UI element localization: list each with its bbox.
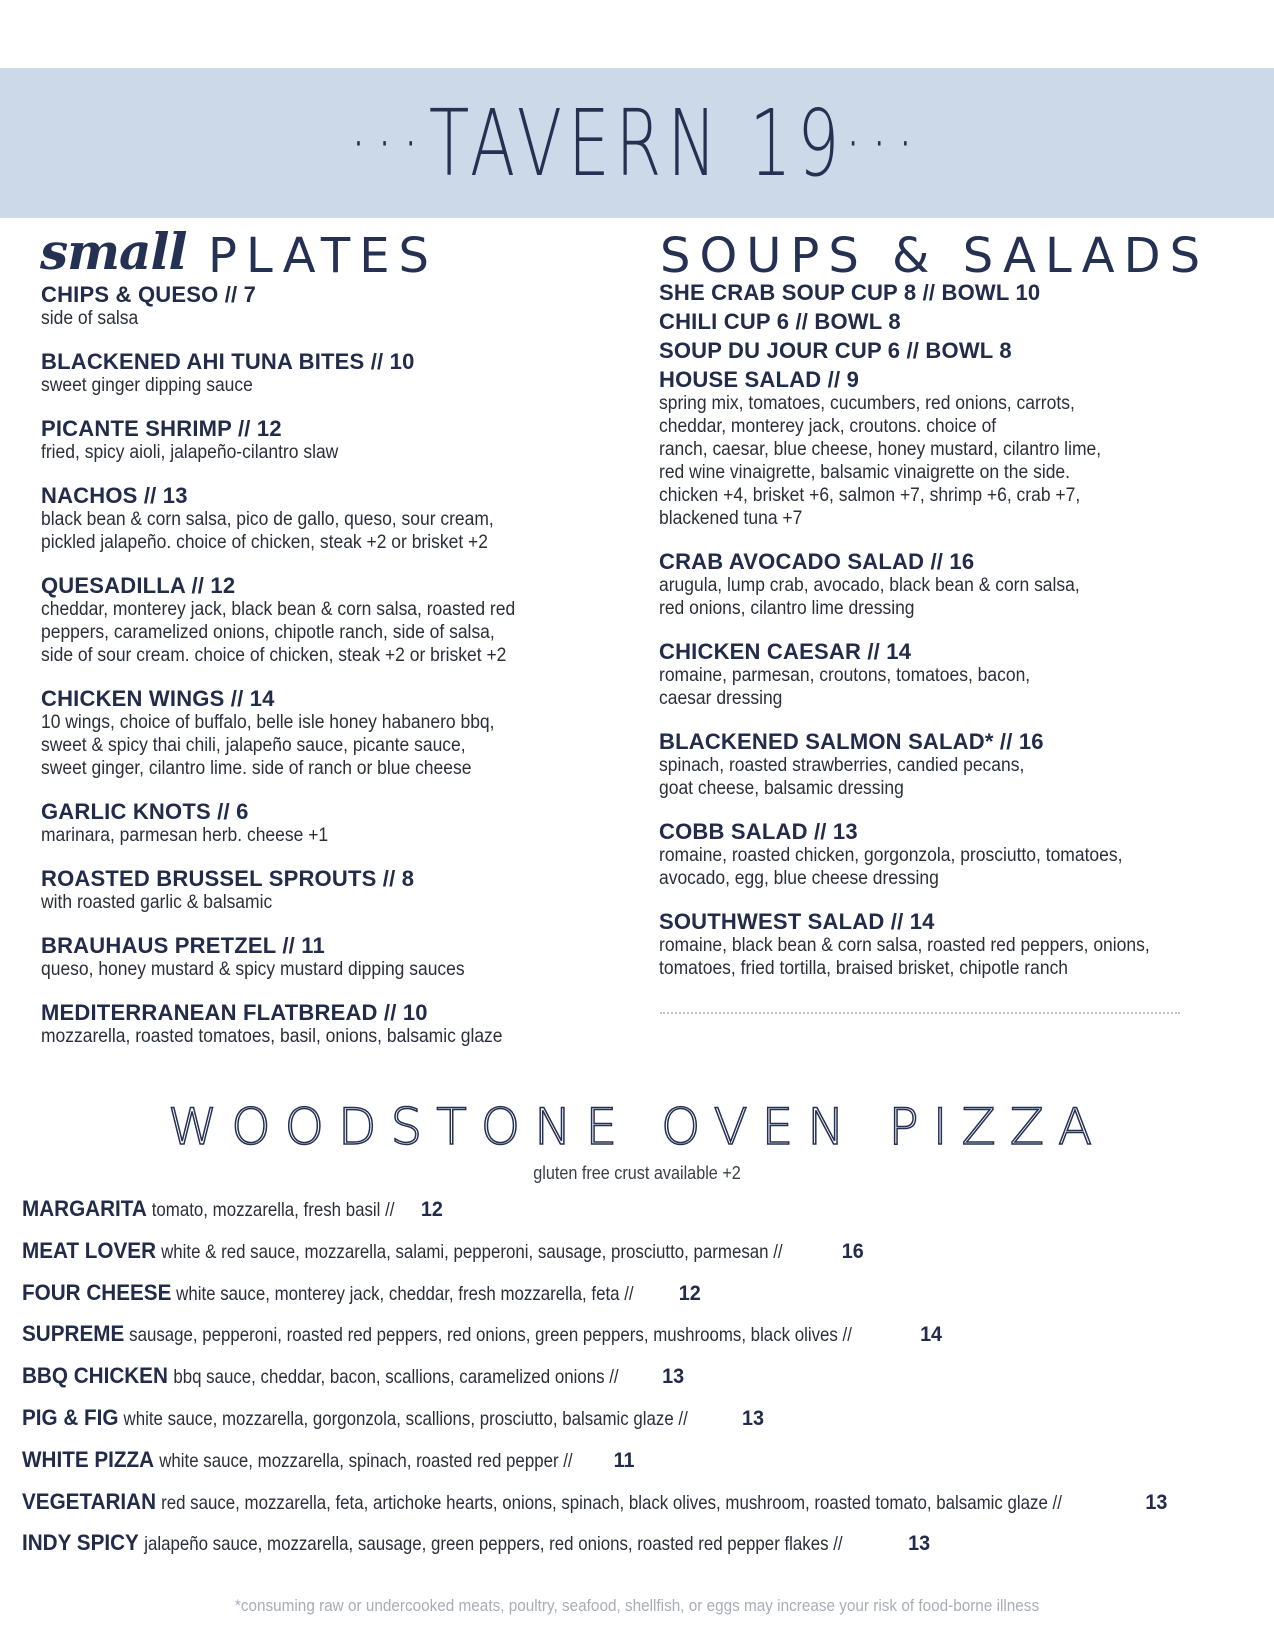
pizza-description: white sauce, mozzarella, spinach, roasted red pepper //: [159, 1449, 573, 1472]
pizza-description: sausage, pepperoni, roasted red peppers, red onions, green peppers, mushrooms, black olives //: [129, 1324, 853, 1347]
item-description: sweet ginger, cilantro lime. side of ranch or blue cheese: [41, 758, 472, 779]
menu-item: [659, 909, 1219, 980]
pizza-item: [22, 1528, 1262, 1570]
item-name: CRAB AVOCADO SALAD // 16: [659, 549, 975, 574]
pizza-item: [22, 1445, 1262, 1487]
item-name: MEDITERRANEAN FLATBREAD // 10: [41, 1000, 428, 1025]
pizza-name: PIG & FIG: [22, 1404, 119, 1430]
item-description: chicken +4, brisket +6, salmon +7, shrimp +6, crab +7,: [659, 485, 1081, 506]
menu-item: [41, 483, 601, 554]
menu-item: [41, 573, 601, 667]
menu-item: [659, 729, 1219, 800]
item-description: side of salsa: [41, 308, 139, 329]
gluten-free-note: gluten free crust available +2: [533, 1163, 741, 1183]
pizza-description: jalapeño sauce, mozzarella, sausage, green peppers, red onions, roasted red pepper flakes //: [143, 1533, 843, 1556]
pizza-name: INDY SPICY: [22, 1530, 139, 1556]
item-description: sweet & spicy thai chili, jalapeño sauce, picante sauce,: [41, 735, 466, 756]
pizza-price: 12: [678, 1281, 701, 1305]
menu-item: [41, 866, 601, 914]
item-description: avocado, egg, blue cheese dressing: [659, 868, 939, 889]
pizza-line: [22, 1445, 635, 1476]
pizza-description: tomato, mozzarella, fresh basil //: [151, 1199, 395, 1221]
item-name: CHICKEN WINGS // 14: [41, 686, 275, 711]
item-description: ranch, caesar, blue cheese, honey mustard, cilantro lime,: [659, 439, 1102, 460]
item-description: 10 wings, choice of buffalo, belle isle honey habanero bbq,: [41, 712, 495, 733]
pizza-line: [22, 1319, 942, 1350]
pizza-list: [22, 1194, 1262, 1570]
small-plates-list: [41, 282, 601, 1067]
pizza-item: [22, 1278, 1262, 1320]
pizza-name: FOUR CHEESE: [22, 1279, 172, 1305]
pizza-section-title: [0, 1098, 1274, 1156]
title-dots-right: ···: [845, 102, 924, 184]
menu-item: [659, 549, 1219, 620]
item-description: red wine vinaigrette, balsamic vinaigrette on the side.: [659, 462, 1071, 483]
pizza-description: white & red sauce, mozzarella, salami, pepperoni, sausage, prosciutto, parmesan //: [161, 1240, 783, 1263]
item-description: spring mix, tomatoes, cucumbers, red onions, carrots,: [659, 393, 1075, 414]
pizza-name: MARGARITA: [22, 1196, 147, 1221]
item-name: COBB SALAD // 13: [659, 819, 858, 844]
pizza-price: 16: [841, 1239, 864, 1263]
pizza-description: white sauce, monterey jack, cheddar, fresh mozzarella, feta //: [176, 1282, 634, 1305]
pizza-name: BBQ CHICKEN: [22, 1363, 168, 1389]
pizza-price: 13: [742, 1406, 765, 1430]
pizza-description: white sauce, mozzarella, gorgonzola, scallions, prosciutto, balsamic glaze //: [123, 1407, 688, 1430]
pizza-price: 12: [420, 1198, 443, 1221]
pizza-line: [22, 1236, 864, 1267]
item-name: ROASTED BRUSSEL SPROUTS // 8: [41, 866, 415, 891]
item-description: romaine, parmesan, croutons, tomatoes, bacon,: [659, 665, 1031, 686]
pizza-name: WHITE PIZZA: [22, 1446, 155, 1472]
pizza-price: 13: [908, 1532, 931, 1556]
item-name: CHIPS & QUESO // 7: [41, 282, 257, 307]
soup-name: SHE CRAB SOUP CUP 8 // BOWL 10: [659, 280, 1041, 305]
item-description: red onions, cilantro lime dressing: [659, 598, 915, 619]
item-description: peppers, caramelized onions, chipotle ranch, side of salsa,: [41, 622, 495, 643]
item-name: HOUSE SALAD // 9: [659, 367, 860, 392]
pizza-item: [22, 1403, 1262, 1445]
pizza-line: [22, 1528, 930, 1559]
pizza-item: [22, 1236, 1262, 1278]
section-divider: [660, 1012, 1180, 1014]
item-description: cheddar, monterey jack, croutons. choice of: [659, 416, 997, 437]
item-name: PICANTE SHRIMP // 12: [41, 416, 282, 441]
item-description: romaine, black bean & corn salsa, roasted red peppers, onions,: [659, 935, 1150, 956]
pizza-title-text: WOODSTONE OVEN PIZZA: [167, 1098, 1107, 1156]
pizza-price: 13: [662, 1365, 685, 1389]
item-description: goat cheese, balsamic dressing: [659, 778, 904, 799]
pizza-item: [22, 1361, 1262, 1403]
item-description: black bean & corn salsa, pico de gallo, queso, sour cream,: [41, 509, 494, 530]
pizza-line: [22, 1194, 443, 1225]
menu-item: [41, 282, 601, 330]
pizza-description: red sauce, mozzarella, feta, artichoke hearts, onions, spinach, black olives, mushroom, roasted tomato, balsamic glaze //: [161, 1491, 1062, 1514]
menu-item: [659, 367, 1219, 530]
item-name: CHICKEN CAESAR // 14: [659, 639, 912, 664]
pizza-line: [22, 1278, 701, 1309]
soup-item: [659, 338, 1219, 363]
pizza-name: MEAT LOVER: [22, 1237, 157, 1263]
soup-name: SOUP DU JOUR CUP 6 // BOWL 8: [659, 338, 1012, 363]
item-description: arugula, lump crab, avocado, black bean & corn salsa,: [659, 575, 1080, 596]
pizza-name: VEGETARIAN: [22, 1488, 157, 1514]
pizza-description: bbq sauce, cheddar, bacon, scallions, caramelized onions //: [173, 1366, 619, 1389]
item-description: mozzarella, roasted tomatoes, basil, onions, balsamic glaze: [41, 1026, 503, 1047]
menu-item: [41, 349, 601, 397]
item-name: GARLIC KNOTS // 6: [41, 799, 249, 824]
menu-item: [659, 639, 1219, 710]
menu-item: [41, 686, 601, 780]
pizza-item: [22, 1319, 1262, 1361]
food-safety-disclaimer: *consuming raw or undercooked meats, poultry, seafood, shellfish, or eggs may increase your risk of food-borne illness: [234, 1596, 1040, 1615]
pizza-line: [22, 1361, 684, 1392]
menu-item: [41, 1000, 601, 1048]
small-plates-title: PLATES: [208, 228, 439, 284]
pizza-item: [22, 1194, 1262, 1236]
title-text: TAVERN 19: [428, 89, 846, 197]
item-description: sweet ginger dipping sauce: [41, 375, 253, 396]
pizza-item: [22, 1487, 1262, 1529]
small-plates-script-title: small: [40, 222, 187, 281]
menu-item: [41, 416, 601, 464]
item-description: pickled jalapeño. choice of chicken, steak +2 or brisket +2: [41, 532, 488, 553]
item-name: NACHOS // 13: [41, 483, 188, 508]
item-name: BRAUHAUS PRETZEL // 11: [41, 933, 325, 958]
pizza-price: 14: [920, 1323, 943, 1347]
item-description: romaine, roasted chicken, gorgonzola, prosciutto, tomatoes,: [659, 845, 1123, 866]
item-description: blackened tuna +7: [659, 508, 803, 529]
item-description: queso, honey mustard & spicy mustard dipping sauces: [41, 959, 465, 980]
pizza-name: SUPREME: [22, 1321, 125, 1347]
item-description: side of sour cream. choice of chicken, steak +2 or brisket +2: [41, 645, 507, 666]
pizza-price: 11: [613, 1448, 635, 1472]
soup-item: [659, 309, 1219, 334]
restaurant-title: [178, 68, 1095, 218]
item-description: marinara, parmesan herb. cheese +1: [41, 825, 329, 846]
item-description: caesar dressing: [659, 688, 783, 709]
soup-item: [659, 280, 1219, 305]
title-dots-left: ···: [350, 102, 429, 184]
item-description: with roasted garlic & balsamic: [41, 892, 273, 913]
pizza-line: [22, 1487, 1167, 1518]
item-description: cheddar, monterey jack, black bean & corn salsa, roasted red: [41, 599, 516, 620]
item-description: tomatoes, fried tortilla, braised brisket, chipotle ranch: [659, 958, 1069, 979]
menu-item: [659, 819, 1219, 890]
item-description: spinach, roasted strawberries, candied pecans,: [659, 755, 1025, 776]
item-name: QUESADILLA // 12: [41, 573, 236, 598]
soups-salads-list: [659, 280, 1219, 999]
item-name: SOUTHWEST SALAD // 14: [659, 909, 935, 934]
pizza-line: [22, 1403, 764, 1434]
soups-salads-title: SOUPS & SALADS: [660, 228, 1210, 284]
menu-item: [41, 933, 601, 981]
item-name: BLACKENED SALMON SALAD* // 16: [659, 729, 1044, 754]
pizza-price: 13: [1145, 1490, 1168, 1514]
soup-name: CHILI CUP 6 // BOWL 8: [659, 309, 901, 334]
item-name: BLACKENED AHI TUNA BITES // 10: [41, 349, 415, 374]
item-description: fried, spicy aioli, jalapeño-cilantro slaw: [41, 442, 339, 463]
menu-item: [41, 799, 601, 847]
